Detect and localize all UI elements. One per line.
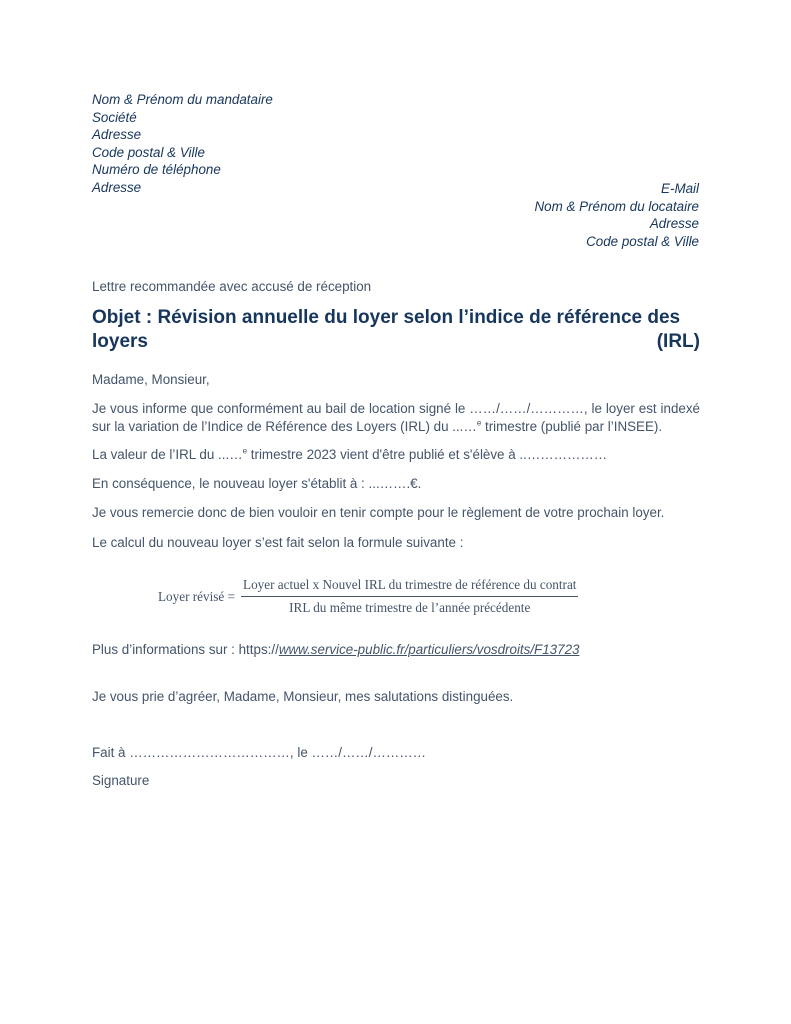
subject-line-2-right: (IRL) — [656, 331, 700, 352]
recipient-block — [535, 180, 699, 250]
paragraph-formula-intro: Le calcul du nouveau loyer s’est fait selon la formule suivante : — [92, 534, 464, 550]
recipient-name: Nom & Prénom du locataire — [534, 198, 699, 214]
letter-body — [92, 371, 700, 552]
p2-text-b: trimestre 2023 vient d'être publié et s'élève à ..……………… — [247, 447, 608, 463]
recipient-email: E-Mail — [661, 181, 699, 196]
signature-label: Signature — [92, 773, 150, 788]
more-info-line — [92, 642, 579, 657]
more-info-prefix: Plus d’informations sur : https:// — [92, 642, 279, 657]
sender-postal-city: Code postal & Ville — [92, 144, 205, 160]
paragraph-lease-indexation — [92, 400, 700, 436]
rent-formula — [158, 577, 578, 616]
p1-superscript: e — [476, 418, 482, 428]
sender-name: Nom & Prénom du mandataire — [92, 92, 273, 107]
sender-address: Adresse — [92, 127, 142, 143]
sender-address-2: Adresse — [92, 179, 142, 195]
subject-line-2 — [92, 330, 700, 354]
sender-block — [92, 91, 273, 197]
registered-mail-mention: Lettre recommandée avec accusé de réception — [92, 279, 372, 294]
paragraph-new-rent: En conséquence, le nouveau loyer s'établit à : ...…….€. — [92, 476, 422, 492]
closing-formula: Je vous prie d’agréer, Madame, Monsieur, mes salutations distinguées. — [92, 689, 514, 704]
formula-numerator: Loyer actuel x Nouvel IRL du trimestre de référence du contrat — [241, 577, 578, 597]
p1-text-a: Je vous informe que conformément au bail de location signé le ……/……/…………, le loyer est indexé sur la variation de l’Indice de Référence des Loyers (IRL) du ...… — [92, 400, 700, 434]
recipient-postal-city: Code postal & Ville — [586, 233, 699, 249]
paragraph-thanks: Je vous remercie donc de bien vouloir en tenir compte pour le règlement de votre prochain loyer. — [92, 504, 665, 520]
salutation: Madame, Monsieur, — [92, 372, 210, 387]
paragraph-irl-value — [92, 446, 700, 464]
place-date-line: Fait à ………………………………, le ……/……/………… — [92, 745, 427, 760]
p1-text-b: trimestre (publié par l’INSEE). — [481, 418, 663, 434]
formula-fraction — [241, 577, 578, 616]
sender-company: Société — [92, 109, 137, 125]
service-public-link[interactable]: www.service-public.fr/particuliers/vosdroits/F13723 — [278, 642, 580, 657]
p2-superscript: e — [242, 446, 248, 456]
sender-phone: Numéro de téléphone — [92, 162, 221, 178]
recipient-address: Adresse — [649, 216, 699, 232]
subject-line-2-left: loyers — [92, 331, 148, 352]
letter-subject — [92, 306, 700, 354]
formula-lhs: Loyer révisé = — [158, 588, 236, 604]
subject-line-1: Objet : Révision annuelle du loyer selon l’indice de référence des — [92, 307, 681, 328]
p2-text-a: La valeur de l’IRL du ...… — [92, 447, 243, 463]
formula-denominator: IRL du même trimestre de l’année précédente — [289, 600, 531, 615]
